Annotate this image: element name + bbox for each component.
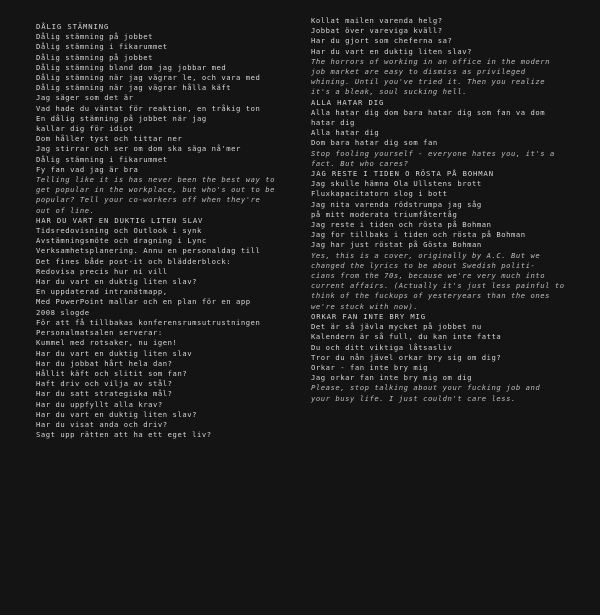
lyric-line: Dålig stämning när jag vägrar hålla käft [36,83,232,93]
song-title: ORKAR FAN INTE BRY MIG [311,311,426,321]
lyric-line: Hållit käft och slitit som fan? [36,368,188,378]
lyric-line: En dålig stämning på jobbet när jag [36,113,207,123]
song-title: ALLA HATAR DIG [311,97,385,107]
commentary-line: popular? Tell your co-workers off when they're [36,195,261,205]
lyric-line: Har du visat anda och driv? [36,419,168,429]
lyric-line: Med PowerPoint mallar och en plan för en app [36,297,251,307]
commentary-line: Telling like it is has never been the best way to [36,175,275,185]
lyric-line: Dålig stämning på jobbet [36,32,154,42]
lyric-line: Det fines både post-it och blädderblock: [36,256,232,266]
lyric-line: Vad hade du väntat för reaktion, en tråkig ton [36,103,261,113]
lyric-line: Har du vart en duktig liten slav? [36,277,197,287]
lyric-line: Dålig stämning på jobbet [36,52,154,62]
lyric-line: Dålig stämning i fikarummet [36,154,168,164]
lyric-line: Jag säger som det är [36,93,134,103]
lyric-line: Kummel med rotsaker, nu igen! [36,338,178,348]
commentary-line: your busy life. I just couldn't care less. [311,393,516,403]
lyric-line: Dålig stämning bland dom jag jobbar med [36,62,227,72]
lyric-line: Fluxkapacitatorn slog i bott [311,189,448,199]
commentary-line: The horrors of working in an office in the modern [311,56,550,66]
commentary-line: job market are easy to dismiss as privileged [311,67,526,77]
commentary-line: think of the fuckups of yesteryears than the ones [311,291,550,301]
lyric-line: Dom håller tyst och tittar ner [36,134,183,144]
commentary-line: get popular in the workplace, but who's out to be [36,185,275,195]
lyric-line: Har du jobbat hårt hela dan? [36,358,173,368]
lyric-line: Personalmatsalen serverar: [36,328,163,338]
commentary-line: Please, stop talking about your fucking job and [311,383,541,393]
lyric-line: Redovisa precis hur ni vill [36,266,168,276]
lyric-line: Jag reste i tiden och rösta på Bohman [311,220,492,230]
song-title: HAR DU VART EN DUKTIG LITEN SLAV [36,215,204,225]
lyric-line: Haft driv och vilja av stål? [36,379,173,389]
lyric-line: Du och ditt viktiga låtsasliv [311,342,453,352]
commentary-line: changed the lyrics to be about Swedish politi- [311,260,536,270]
lyric-line: Jobbat över vareviga kväll? [311,26,443,36]
song-title: DÅLIG STÄMNING [36,22,110,31]
lyric-line: Kollat mailen varenda helg? [311,16,443,25]
commentary-line: current affairs. (Actually it's just less painful to [311,281,565,291]
lyric-line: Har du satt strategiska mål? [36,389,173,399]
lyric-line: hatar dig [311,118,355,128]
lyric-line: Jag nita varenda rödstrumpa jag såg [311,199,482,209]
right-column [311,16,583,404]
commentary-line: cians from the 70s, because we're very much into [311,271,546,281]
lyric-line: Alla hatar dig dom bara hatar dig som fan va dom [311,107,546,117]
lyric-line: Det är så jävla mycket på jobbet nu [311,322,482,332]
lyric-line: Kalendern är så full, du kan inte fatta [311,332,502,342]
commentary-line: fact. But who cares? [311,158,409,168]
lyric-line: Avstämningsmöte och dragning i Lync [36,236,207,246]
lyric-line: Dom bara hatar dig som fan [311,138,438,148]
lyric-line: kallar dig för idiot [36,124,134,134]
lyric-line: 2008 slogde [36,307,90,317]
lyric-line: Jag skulle hämna Ola Ullstens brott [311,179,482,189]
lyric-line: Jag stirrar och ser om dom ska säga nå'mer [36,144,241,154]
lyric-line: Orkar - fan inte bry mig [311,362,429,372]
lyric-line: Dålig stämning när jag vägrar le, och vara med [36,73,261,83]
lyric-line: Har du vart en duktig liten slav? [311,46,472,56]
lyric-line: Jag har just röstat på Gösta Bohman [311,240,482,250]
lyric-line: Dålig stämning i fikarummet [36,42,168,52]
lyric-line: Har du uppfyllt alla krav? [36,399,163,409]
song-title: JAG RESTE I TIDEN O RÖSTA PÅ BOHMAN [311,169,494,179]
left-column [36,22,298,440]
lyric-line: Har du vart en duktig liten slav? [36,409,197,419]
lyric-line: Har du vart en duktig liten slav [36,348,193,358]
lyric-line: Tror du nån jävel orkar bry sig om dig? [311,352,502,362]
commentary-line: Yes, this is a cover, originally by A.C. But we [311,250,541,260]
lyric-line: En uppdaterad intranätmapp, [36,287,168,297]
commentary-line: out of line. [36,205,95,215]
lyric-line: Har du gjort som cheferna sa? [311,36,453,46]
commentary-line: it's a bleak, soul sucking hell. [311,87,468,97]
lyric-line: För att få tillbakas konferensrumsutrustningen [36,317,261,327]
lyric-line: Tidsredovisning och Outlook i synk [36,226,202,236]
commentary-line: we're stuck with now). [311,301,419,311]
lyric-line: Sagt upp rätten att ha ett eget liv? [36,430,212,440]
commentary-line: whining. Until you've tried it. Then you realize [311,77,546,87]
lyric-line: på mitt moderata triumfåtertåg [311,209,458,219]
lyric-line: Jag for tillbaks i tiden och rösta på Bohman [311,230,526,240]
lyric-line: Verksamhetsplanering. Annu en personaldag till [36,246,261,256]
commentary-line: Stop fooling yourself - everyone hates you, it's a [311,148,555,158]
lyric-line: Jag orkar fan inte bry mig om dig [311,373,472,383]
lyric-line: Alla hatar dig [311,128,380,138]
lyric-line: Fy fan vad jag är bra [36,164,139,174]
